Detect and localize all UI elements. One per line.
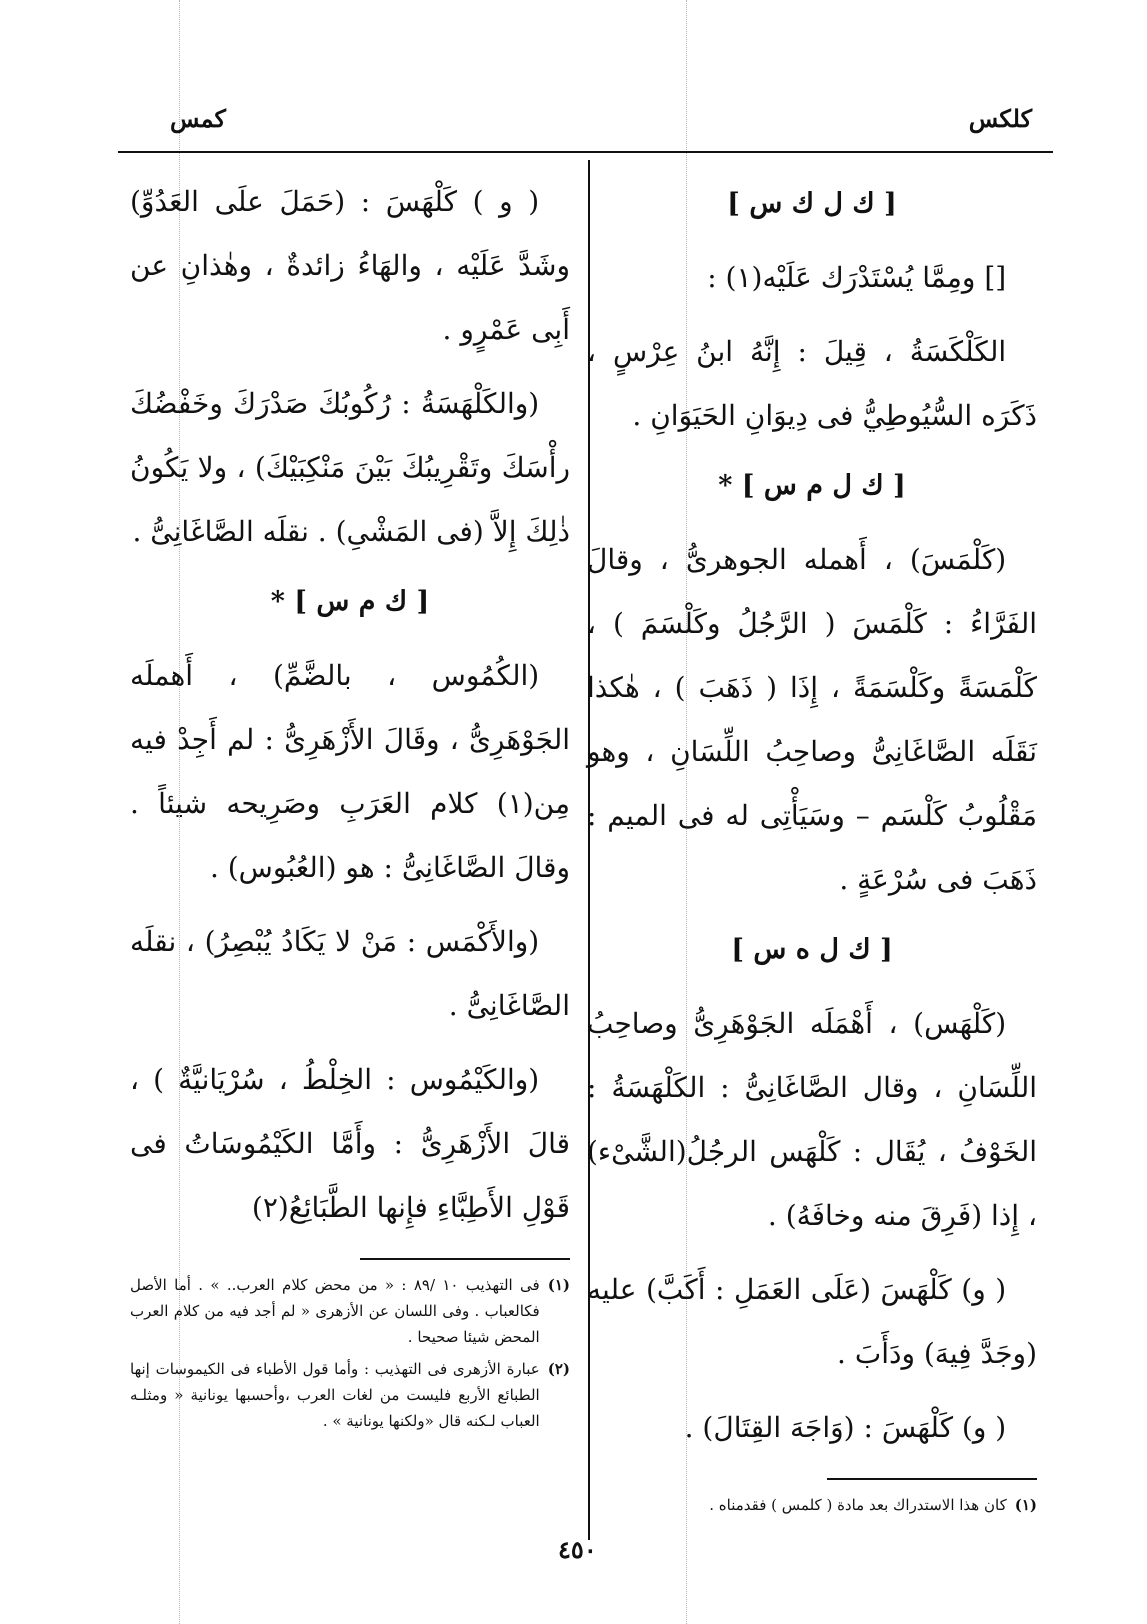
footnote (587, 1492, 1037, 1518)
entry-heading-klms: [ ك ل م س ] * (718, 470, 906, 501)
footnote (130, 1356, 570, 1434)
footnotes-right (587, 1492, 1037, 1518)
footnote-text: فى التهذيب ١٠ /٨٩ : « من محض كلام العرب.. » . أما الأصل فكالعباب . وفى اللسان عن الأزهرى « لم أجد فيه من كلام العرب المحض شيئا صحيحا . (130, 1276, 540, 1346)
entry-paragraph: (والكَلْهَسَةُ : رُكُوبُكَ صَدْرَكَ وخَفْضُكَ رأْسَكَ وتَقْرِيبُكَ بَيْنَ مَنْكِبَيْكَ) ، ولا يَكُونُ ذٰلِكَ إِلاَّ (فى المَشْىِ) . نقلَه الصَّاغَانِىُّ . (130, 387, 570, 548)
page-number: ٤٥٠ (558, 1535, 597, 1564)
footnote-number: (١) (547, 1276, 570, 1294)
footnote-number: (١) (1014, 1496, 1037, 1514)
footnote-rule (827, 1478, 1037, 1480)
footnote-text: كان هذا الاستدراك بعد مادة ( كلمس ) فقدمناه . (709, 1496, 1007, 1514)
entry-paragraph: (كَلْمَسَ) ، أَهمله الجوهرىُّ ، وقالَ الفَرَّاءُ : كَلْمَسَ ( الرَّجُلُ وكَلْسَمَ ) ، كَلْمَسَةً وكَلْسَمَةً ، إِذَا ( ذَهَبَ ) ، هٰكذا نَقَلَه الصَّاغَانِىُّ وصاحِبُ اللِّسَانِ ، وهو مَقْلُوبُ كَلْسَم – وسَيَأْتِى له فى الميم : ذَهَبَ فى سُرْعَةٍ . (587, 543, 1037, 896)
entry-heading-klhs: [ ك ل ه س ] (731, 934, 893, 965)
entry-paragraph: ( و ) كَلْهَسَ : (حَمَلَ علَى العَدُوِّ) وشَدَّ عَلَيْه ، والهَاءُ زائدةٌ ، وهٰذانِ عن أَبِى عَمْرٍو . (130, 185, 570, 346)
entry-paragraph: ( و) كَلْهَسَ : (وَاجَهَ القِتَالَ) . (684, 1411, 1007, 1444)
footnote (130, 1272, 570, 1350)
left-column (130, 170, 570, 1440)
entry-paragraph: (والكَيْمُوس : الخِلْطُ ، سُرْيَانيَّةٌ ) ، قالَ الأَزْهَرِىُّ : وأَمَّا الكَيْمُوسَاتُ فى قَوْلِ الأَطِبَّاءِ فإِنها الطَّبَائِعُ(٢) (130, 1063, 570, 1224)
entry-paragraph: ( و) كَلْهَسَ (عَلَى العَمَلِ : أَكَبَّ) عليه (وجَدَّ فِيهَ) ودَأَبَ . (587, 1273, 1037, 1370)
footnote-rule (360, 1258, 570, 1260)
entry-paragraph: [] ومِمَّا يُسْتَدْرَك عَلَيْه(١) : (707, 261, 1007, 294)
footnote-number: (٢) (547, 1360, 570, 1378)
header-rule (118, 151, 1053, 153)
footnotes-left (130, 1272, 570, 1434)
entry-heading-kms: [ ك م س ] * (270, 586, 430, 617)
right-column (587, 170, 1037, 1524)
entry-paragraph: (كَلْهَس) ، أَهْمَلَه الجَوْهَرِىُّ وصاحِبُ اللِّسَانِ ، وقال الصَّاغَانِىُّ : الكَلْهَسَةُ : الخَوْفُ ، يُقَال : كَلْهَس الرجُلُ(الشَّىْء) ، إِذا (فَرِقَ منه وخافَهُ) . (587, 1007, 1037, 1232)
running-header-left: كمس (170, 104, 226, 133)
entry-paragraph: (والأَكْمَس : مَنْ لا يَكَادُ يُبْصِرُ) ، نقلَه الصَّاغَانِىُّ . (130, 925, 570, 1022)
entry-paragraph: (الكُمُوس ، بالضَّمِّ) ، أَهملَه الجَوْهَرِىُّ ، وقَالَ الأَزْهَرِىُّ : لم أَجِدْ فيه مِن(١) كلام العَرَبِ وصَرِيحه شيئاً . وقالَ الصَّاغَانِىُّ : هو (العُبُوس) . (130, 659, 570, 884)
entry-paragraph: الكَلْكَسَةُ ، قِيلَ : إِنَّهُ ابنُ عِرْسٍ ، ذَكَرَه السُّيُوطِيُّ فى دِيوَانِ الحَيَوَانِ . (587, 335, 1037, 432)
entry-heading-klks: [ ك ل ك س ] (727, 188, 897, 219)
footnote-text: عبارة الأزهرى فى التهذيب : وأما قول الأطباء فى الكيموسات إنها الطبائع الأربع فليست من لغات العرب ،وأحسبها يونانية « ومثلـه العباب لـكنه قال «ولكنها يونانية » . (130, 1360, 540, 1430)
running-header-right: كلكس (968, 104, 1032, 133)
